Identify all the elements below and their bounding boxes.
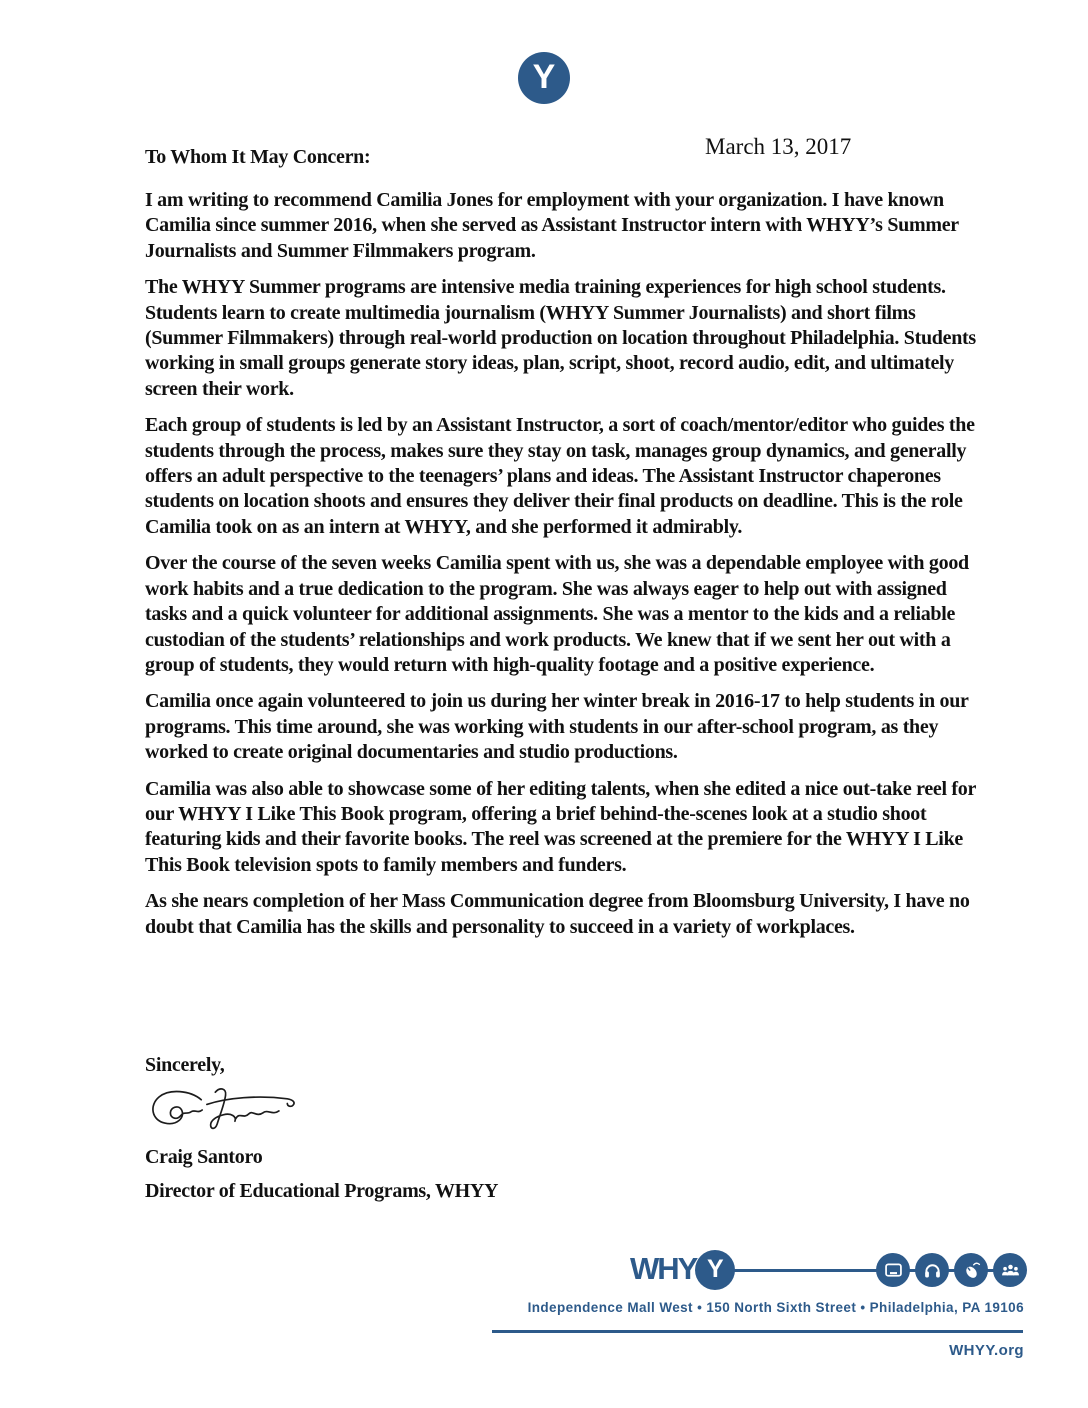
logo-letter: Y [532,58,556,96]
letter-paragraph: As she nears completion of her Mass Communication degree from Bloomsburg University, I have no doubt that Camilia has the skills and personality to succeed in a variety of workplaces. [145,890,970,938]
wordmark-y-letter: Y [706,1254,724,1283]
footer-divider [492,1330,1023,1333]
mouse-icon [954,1253,988,1287]
monitor-icon [876,1253,910,1287]
letter-paragraph: I am writing to recommend Camilia Jones for employment with your organization. I have known Camilia since summer 2016, when she served as Assistant Instructor intern with WHYY’s Summer Journalists and Summer Filmmakers program. [145,189,959,262]
brand-rule-line [733,1269,878,1272]
handwritten-signature-icon [145,1081,498,1139]
letter-paragraph: Camilia once again volunteered to join us during her winter break in 2016-17 to help students in our programs. This time around, she was working with students in our after-school program, as they worked to create original documentaries and studio productions. [145,690,969,764]
footer-website: WHYY.org [949,1342,1024,1359]
signer-title: Director of Educational Programs, WHYY [145,1180,499,1202]
footer-address: Independence Mall West • 150 North Sixth Street • Philadelphia, PA 19106 [527,1300,1024,1315]
people-icon [993,1253,1027,1287]
signer-name: Craig Santoro [145,1146,263,1168]
letter-date: March 13, 2017 [705,134,852,159]
letter-paragraph: The WHYY Summer programs are intensive media training experiences for high school students. Students learn to create multimedia journalism (WHYY Summer Journalists) and short films (Summer Filmmakers) through real-world production on location throughout Philadelphia. Students working in small groups generate story ideas, plan, script, shoot, record audio, edit, and ultimately screen their work. [145,276,976,400]
letter-body [145,188,979,951]
salutation: To Whom It May Concern: [145,146,371,168]
letter-paragraph: Over the course of the seven weeks Camilia spent with us, she was a dependable employee with good work habits and a true dedication to the program. She was always eager to help out with assigned tasks and a quick volunteer for additional assignments. She was a mentor to the kids and a reliable custodian of the students’ relationships and work products. We knew that if we sent her out with a group of students, they would return with high-quality footage and a positive experience. [145,552,969,676]
whyy-wordmark: WHY [630,1250,697,1286]
valediction: Sincerely, [145,1054,225,1076]
letter-paragraph: Each group of students is led by an Assistant Instructor, a sort of coach/mentor/editor who guides the students through the process, makes sure they stay on task, manages group dynamics, and generally offers an adult perspective to the teenagers’ plans and ideas. The Assistant Instructor chaperones students on location shoots and ensures they deliver their final products on deadline. This is the role Camilia took on as an intern at WHYY, and she performed it admirably. [145,414,975,538]
whyy-y-logo-icon [518,52,570,104]
headphones-icon [915,1253,949,1287]
whyy-y-circle-icon [695,1250,735,1290]
letter-paragraph: Camilia was also able to showcase some of her editing talents, when she edited a nice out-take reel for our WHYY I Like This Book program, offering a brief behind-the-scenes look at a studio shoot featuring kids and their favorite books. The reel was screened at the premiere for the WHYY I Like This Book television spots to family members and funders. [145,777,976,876]
closing-block [145,1054,498,1203]
footer-brand-row [630,1248,1027,1292]
